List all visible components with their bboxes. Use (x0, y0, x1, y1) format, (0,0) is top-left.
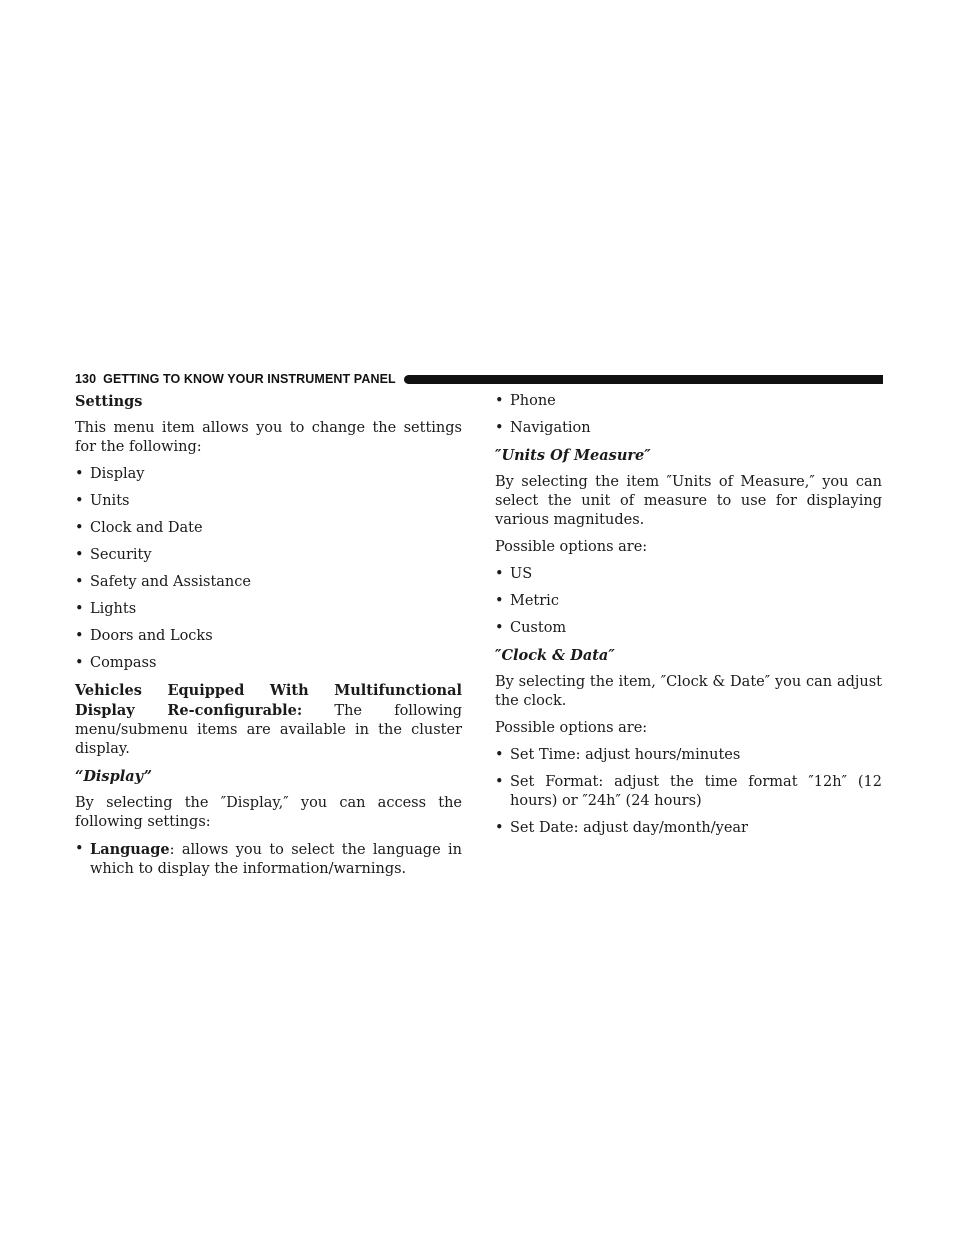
bullet-dot: • (75, 547, 84, 563)
bullet-dot: • (495, 393, 504, 409)
bullet-dot: • (495, 747, 504, 763)
bullet-dot: • (495, 566, 504, 582)
list-item: • Compass (75, 655, 157, 671)
chapter-title: GETTING TO KNOW YOUR INSTRUMENT PANEL (103, 372, 396, 386)
left-column (75, 392, 462, 879)
header-text (75, 372, 396, 386)
list-item: • Doors and Locks (75, 628, 213, 644)
right-column (495, 392, 882, 838)
list-item: • Display (75, 466, 145, 482)
list-item: • Units (75, 493, 130, 509)
bullet-dot: • (495, 820, 504, 836)
list-item: • Set Date: adjust day/month/year (495, 820, 748, 836)
display-intro: By selecting the ″Display,″ you can access the following settings: (75, 795, 462, 830)
list-item: • Clock and Date (75, 520, 203, 536)
list-item-language (75, 840, 462, 879)
bullet-dot: • (495, 593, 504, 609)
settings-list (75, 465, 462, 673)
clock-intro: By selecting the item, ″Clock & Date″ you can adjust the clock. (495, 674, 882, 709)
language-text: : allows you to select the language in which to display the information/warnings. (90, 842, 462, 877)
page-header (75, 370, 883, 388)
vehicles-text: The following menu/submenu items are available in the cluster display. (75, 703, 462, 757)
list-item: • Lights (75, 601, 137, 617)
settings-heading: Settings (75, 393, 143, 410)
list-item: • Set Format: adjust the time format ″12h″ (12 hours) or ″24h″ (24 hours) (495, 774, 882, 809)
clock-options-label: Possible options are: (495, 720, 648, 736)
bullet-dot: • (495, 620, 504, 636)
units-options-label: Possible options are: (495, 539, 648, 555)
bullet-dot: • (495, 774, 504, 790)
page-number: 130 (75, 372, 97, 386)
units-heading: ″Units Of Measure″ (495, 447, 651, 464)
units-intro: By selecting the item ″Units of Measure,″ you can select the unit of measure to use for displaying various magnitudes. (495, 474, 882, 528)
bullet-dot: • (75, 601, 84, 617)
bullet-dot: • (75, 466, 84, 482)
header-rule (404, 375, 883, 384)
list-item: • Custom (495, 620, 567, 636)
settings-intro: This menu item allows you to change the settings for the following: (75, 420, 462, 455)
vehicles-bold-lead: Vehicles Equipped With Multifunctional Display Re-configurable: (75, 682, 462, 719)
list-item: • Safety and Assistance (75, 574, 251, 590)
language-label: Language (90, 841, 170, 858)
bullet-dot: • (75, 493, 84, 509)
bullet-dot: • (75, 574, 84, 590)
list-item: • Security (75, 547, 152, 563)
display-heading: “Display” (75, 768, 152, 785)
list-item: • Navigation (495, 420, 591, 436)
bullet-dot: • (75, 520, 84, 536)
list-item: • US (495, 566, 533, 582)
vehicles-paragraph (75, 681, 462, 759)
bullet-dot: • (75, 655, 84, 671)
bullet-dot: • (495, 420, 504, 436)
bullet-dot: • (75, 841, 84, 857)
clock-heading: ″Clock & Data″ (495, 647, 615, 664)
bullet-dot: • (75, 628, 84, 644)
list-item: • Metric (495, 593, 559, 609)
list-item: • Phone (495, 393, 556, 409)
list-item: • Set Time: adjust hours/minutes (495, 747, 741, 763)
